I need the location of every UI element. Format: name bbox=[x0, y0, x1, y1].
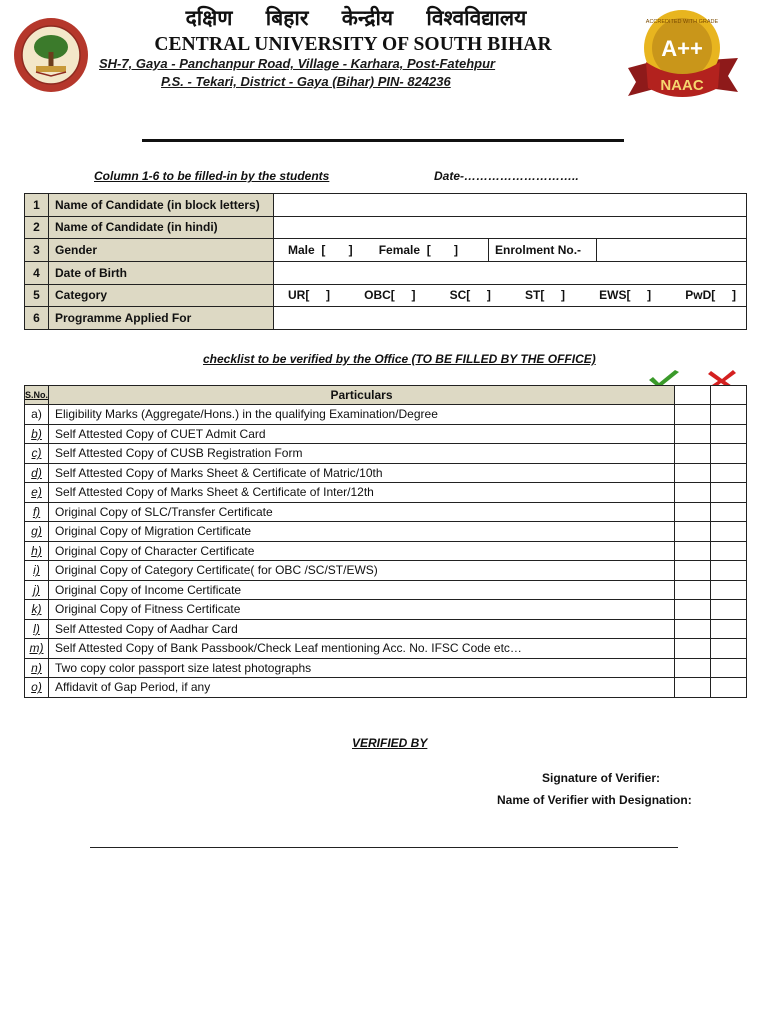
item-particular: Original Copy of SLC/Transfer Certificate bbox=[49, 502, 675, 522]
category-sc-option[interactable]: SC[ ] bbox=[449, 288, 491, 303]
category-ur-option[interactable]: UR[ ] bbox=[288, 288, 330, 303]
item-sno: a) bbox=[25, 405, 49, 425]
checklist-row bbox=[25, 444, 747, 464]
hindi-university-name: दक्षिण बिहार केन्द्रीय विश्वविद्यालय bbox=[185, 6, 527, 30]
field-label: Gender bbox=[49, 239, 274, 262]
university-logo bbox=[12, 16, 90, 94]
item-particular: Self Attested Copy of CUSB Registration Form bbox=[49, 444, 675, 464]
item-particular: Self Attested Copy of CUET Admit Card bbox=[49, 424, 675, 444]
item-particular: Original Copy of Fitness Certificate bbox=[49, 600, 675, 620]
naac-label: NAAC bbox=[660, 77, 704, 94]
item-sno: o) bbox=[25, 678, 49, 698]
signature-of-verifier-label: Signature of Verifier: bbox=[542, 771, 661, 785]
category-cell bbox=[274, 284, 747, 307]
item-sno: e) bbox=[25, 483, 49, 503]
yes-cell[interactable] bbox=[675, 619, 711, 639]
student-row bbox=[25, 239, 747, 262]
header-divider bbox=[142, 139, 624, 142]
address-line-2: P.S. - Tekari, District - Gaya (Bihar) PIN- 824236 bbox=[161, 74, 451, 89]
yes-cell[interactable] bbox=[675, 444, 711, 464]
category-ews-option[interactable]: EWS[ ] bbox=[599, 288, 652, 303]
checklist-row bbox=[25, 522, 747, 542]
row-number: 4 bbox=[25, 262, 49, 285]
checklist-row bbox=[25, 580, 747, 600]
name-of-verifier-label: Name of Verifier with Designation: bbox=[497, 793, 692, 807]
no-cell[interactable] bbox=[711, 444, 747, 464]
item-particular: Self Attested Copy of Aadhar Card bbox=[49, 619, 675, 639]
address-line-1: SH-7, Gaya - Panchanpur Road, Village - Karhara, Post-Fatehpur bbox=[99, 56, 496, 71]
checklist-row bbox=[25, 463, 747, 483]
item-sno: l) bbox=[25, 619, 49, 639]
name-hindi-input[interactable] bbox=[274, 216, 747, 239]
row-number: 2 bbox=[25, 216, 49, 239]
student-row bbox=[25, 284, 747, 307]
student-row bbox=[25, 194, 747, 217]
university-name: CENTRAL UNIVERSITY OF SOUTH BIHAR bbox=[154, 34, 552, 55]
item-particular: Two copy color passport size latest photographs bbox=[49, 658, 675, 678]
item-sno: j) bbox=[25, 580, 49, 600]
no-cell[interactable] bbox=[711, 522, 747, 542]
row-number: 3 bbox=[25, 239, 49, 262]
no-cell[interactable] bbox=[711, 619, 747, 639]
checklist-row bbox=[25, 483, 747, 503]
date-of-birth-input[interactable] bbox=[274, 262, 747, 285]
checklist-row bbox=[25, 424, 747, 444]
yes-cell[interactable] bbox=[675, 424, 711, 444]
yes-cell[interactable] bbox=[675, 658, 711, 678]
yes-cell[interactable] bbox=[675, 580, 711, 600]
no-cell[interactable] bbox=[711, 424, 747, 444]
gender-male-option[interactable]: Male [ ] bbox=[288, 243, 353, 257]
item-particular: Original Copy of Category Certificate( for OBC /SC/ST/EWS) bbox=[49, 561, 675, 581]
yes-cell[interactable] bbox=[675, 463, 711, 483]
row-number: 6 bbox=[25, 307, 49, 330]
item-particular: Self Attested Copy of Marks Sheet & Certificate of Inter/12th bbox=[49, 483, 675, 503]
no-cell[interactable] bbox=[711, 502, 747, 522]
checklist-row bbox=[25, 619, 747, 639]
item-sno: c) bbox=[25, 444, 49, 464]
checklist-row bbox=[25, 561, 747, 581]
category-st-option[interactable]: ST[ ] bbox=[525, 288, 566, 303]
yes-cell[interactable] bbox=[675, 600, 711, 620]
yes-cell[interactable] bbox=[675, 483, 711, 503]
gender-cell bbox=[274, 239, 747, 262]
item-particular: Original Copy of Income Certificate bbox=[49, 580, 675, 600]
item-particular: Eligibility Marks (Aggregate/Hons.) in the qualifying Examination/Degree bbox=[49, 405, 675, 425]
yes-cell[interactable] bbox=[675, 561, 711, 581]
no-cell[interactable] bbox=[711, 561, 747, 581]
no-cell[interactable] bbox=[711, 678, 747, 698]
yes-cell[interactable] bbox=[675, 678, 711, 698]
item-sno: n) bbox=[25, 658, 49, 678]
item-particular: Original Copy of Character Certificate bbox=[49, 541, 675, 561]
checklist-row bbox=[25, 405, 747, 425]
verified-by-heading: VERIFIED BY bbox=[352, 736, 428, 750]
item-particular: Self Attested Copy of Marks Sheet & Certificate of Matric/10th bbox=[49, 463, 675, 483]
no-cell[interactable] bbox=[711, 483, 747, 503]
yes-column-header bbox=[675, 386, 711, 405]
student-row bbox=[25, 262, 747, 285]
programme-input[interactable] bbox=[274, 307, 747, 330]
field-label: Date of Birth bbox=[49, 262, 274, 285]
no-cell[interactable] bbox=[711, 658, 747, 678]
checklist-row bbox=[25, 678, 747, 698]
field-label: Name of Candidate (in hindi) bbox=[49, 216, 274, 239]
item-particular: Affidavit of Gap Period, if any bbox=[49, 678, 675, 698]
item-sno: d) bbox=[25, 463, 49, 483]
yes-cell[interactable] bbox=[675, 639, 711, 659]
checklist-row bbox=[25, 639, 747, 659]
checklist-row bbox=[25, 502, 747, 522]
item-sno: h) bbox=[25, 541, 49, 561]
no-cell[interactable] bbox=[711, 580, 747, 600]
no-column-header bbox=[711, 386, 747, 405]
footer-divider bbox=[90, 847, 678, 848]
row-number: 1 bbox=[25, 194, 49, 217]
category-pwd-option[interactable]: PwD[ ] bbox=[685, 288, 736, 303]
yes-cell[interactable] bbox=[675, 502, 711, 522]
checklist-row bbox=[25, 658, 747, 678]
office-checklist-table bbox=[24, 385, 747, 698]
category-obc-option[interactable]: OBC[ ] bbox=[364, 288, 416, 303]
item-sno: i) bbox=[25, 561, 49, 581]
item-sno: m) bbox=[25, 639, 49, 659]
naac-grade: A++ bbox=[661, 36, 703, 61]
student-row bbox=[25, 307, 747, 330]
yes-cell[interactable] bbox=[675, 541, 711, 561]
field-label: Name of Candidate (in block letters) bbox=[49, 194, 274, 217]
enrolment-input[interactable] bbox=[597, 239, 746, 261]
checklist-header-row bbox=[25, 386, 747, 405]
yes-cell[interactable] bbox=[675, 405, 711, 425]
checklist-row bbox=[25, 541, 747, 561]
naac-ring-text: ACCREDITED WITH GRADE bbox=[645, 19, 719, 25]
yes-cell[interactable] bbox=[675, 522, 711, 542]
item-particular: Original Copy of Migration Certificate bbox=[49, 522, 675, 542]
no-cell[interactable] bbox=[711, 463, 747, 483]
no-cell[interactable] bbox=[711, 541, 747, 561]
field-label: Category bbox=[49, 284, 274, 307]
no-cell[interactable] bbox=[711, 600, 747, 620]
no-cell[interactable] bbox=[711, 405, 747, 425]
naac-badge bbox=[622, 6, 744, 106]
no-cell[interactable] bbox=[711, 639, 747, 659]
office-checklist-note: checklist to be verified by the Office (TO BE FILLED BY THE OFFICE) bbox=[203, 352, 596, 366]
student-row bbox=[25, 216, 747, 239]
student-details-table bbox=[24, 193, 747, 330]
item-sno: b) bbox=[25, 424, 49, 444]
date-field[interactable]: Date-……………………….. bbox=[434, 169, 579, 183]
item-particular: Self Attested Copy of Bank Passbook/Check Leaf mentioning Acc. No. IFSC Code etc… bbox=[49, 639, 675, 659]
gender-female-option[interactable]: Female [ ] bbox=[378, 243, 459, 257]
enrolment-label: Enrolment No.- bbox=[488, 239, 597, 261]
checklist-row bbox=[25, 600, 747, 620]
students-instruction: Column 1-6 to be filled-in by the students bbox=[94, 169, 330, 183]
item-sno: g) bbox=[25, 522, 49, 542]
sno-header: S.No. bbox=[25, 386, 49, 405]
field-label: Programme Applied For bbox=[49, 307, 274, 330]
row-number: 5 bbox=[25, 284, 49, 307]
particulars-header: Particulars bbox=[49, 386, 675, 405]
item-sno: f) bbox=[25, 502, 49, 522]
item-sno: k) bbox=[25, 600, 49, 620]
name-block-letters-input[interactable] bbox=[274, 194, 747, 217]
